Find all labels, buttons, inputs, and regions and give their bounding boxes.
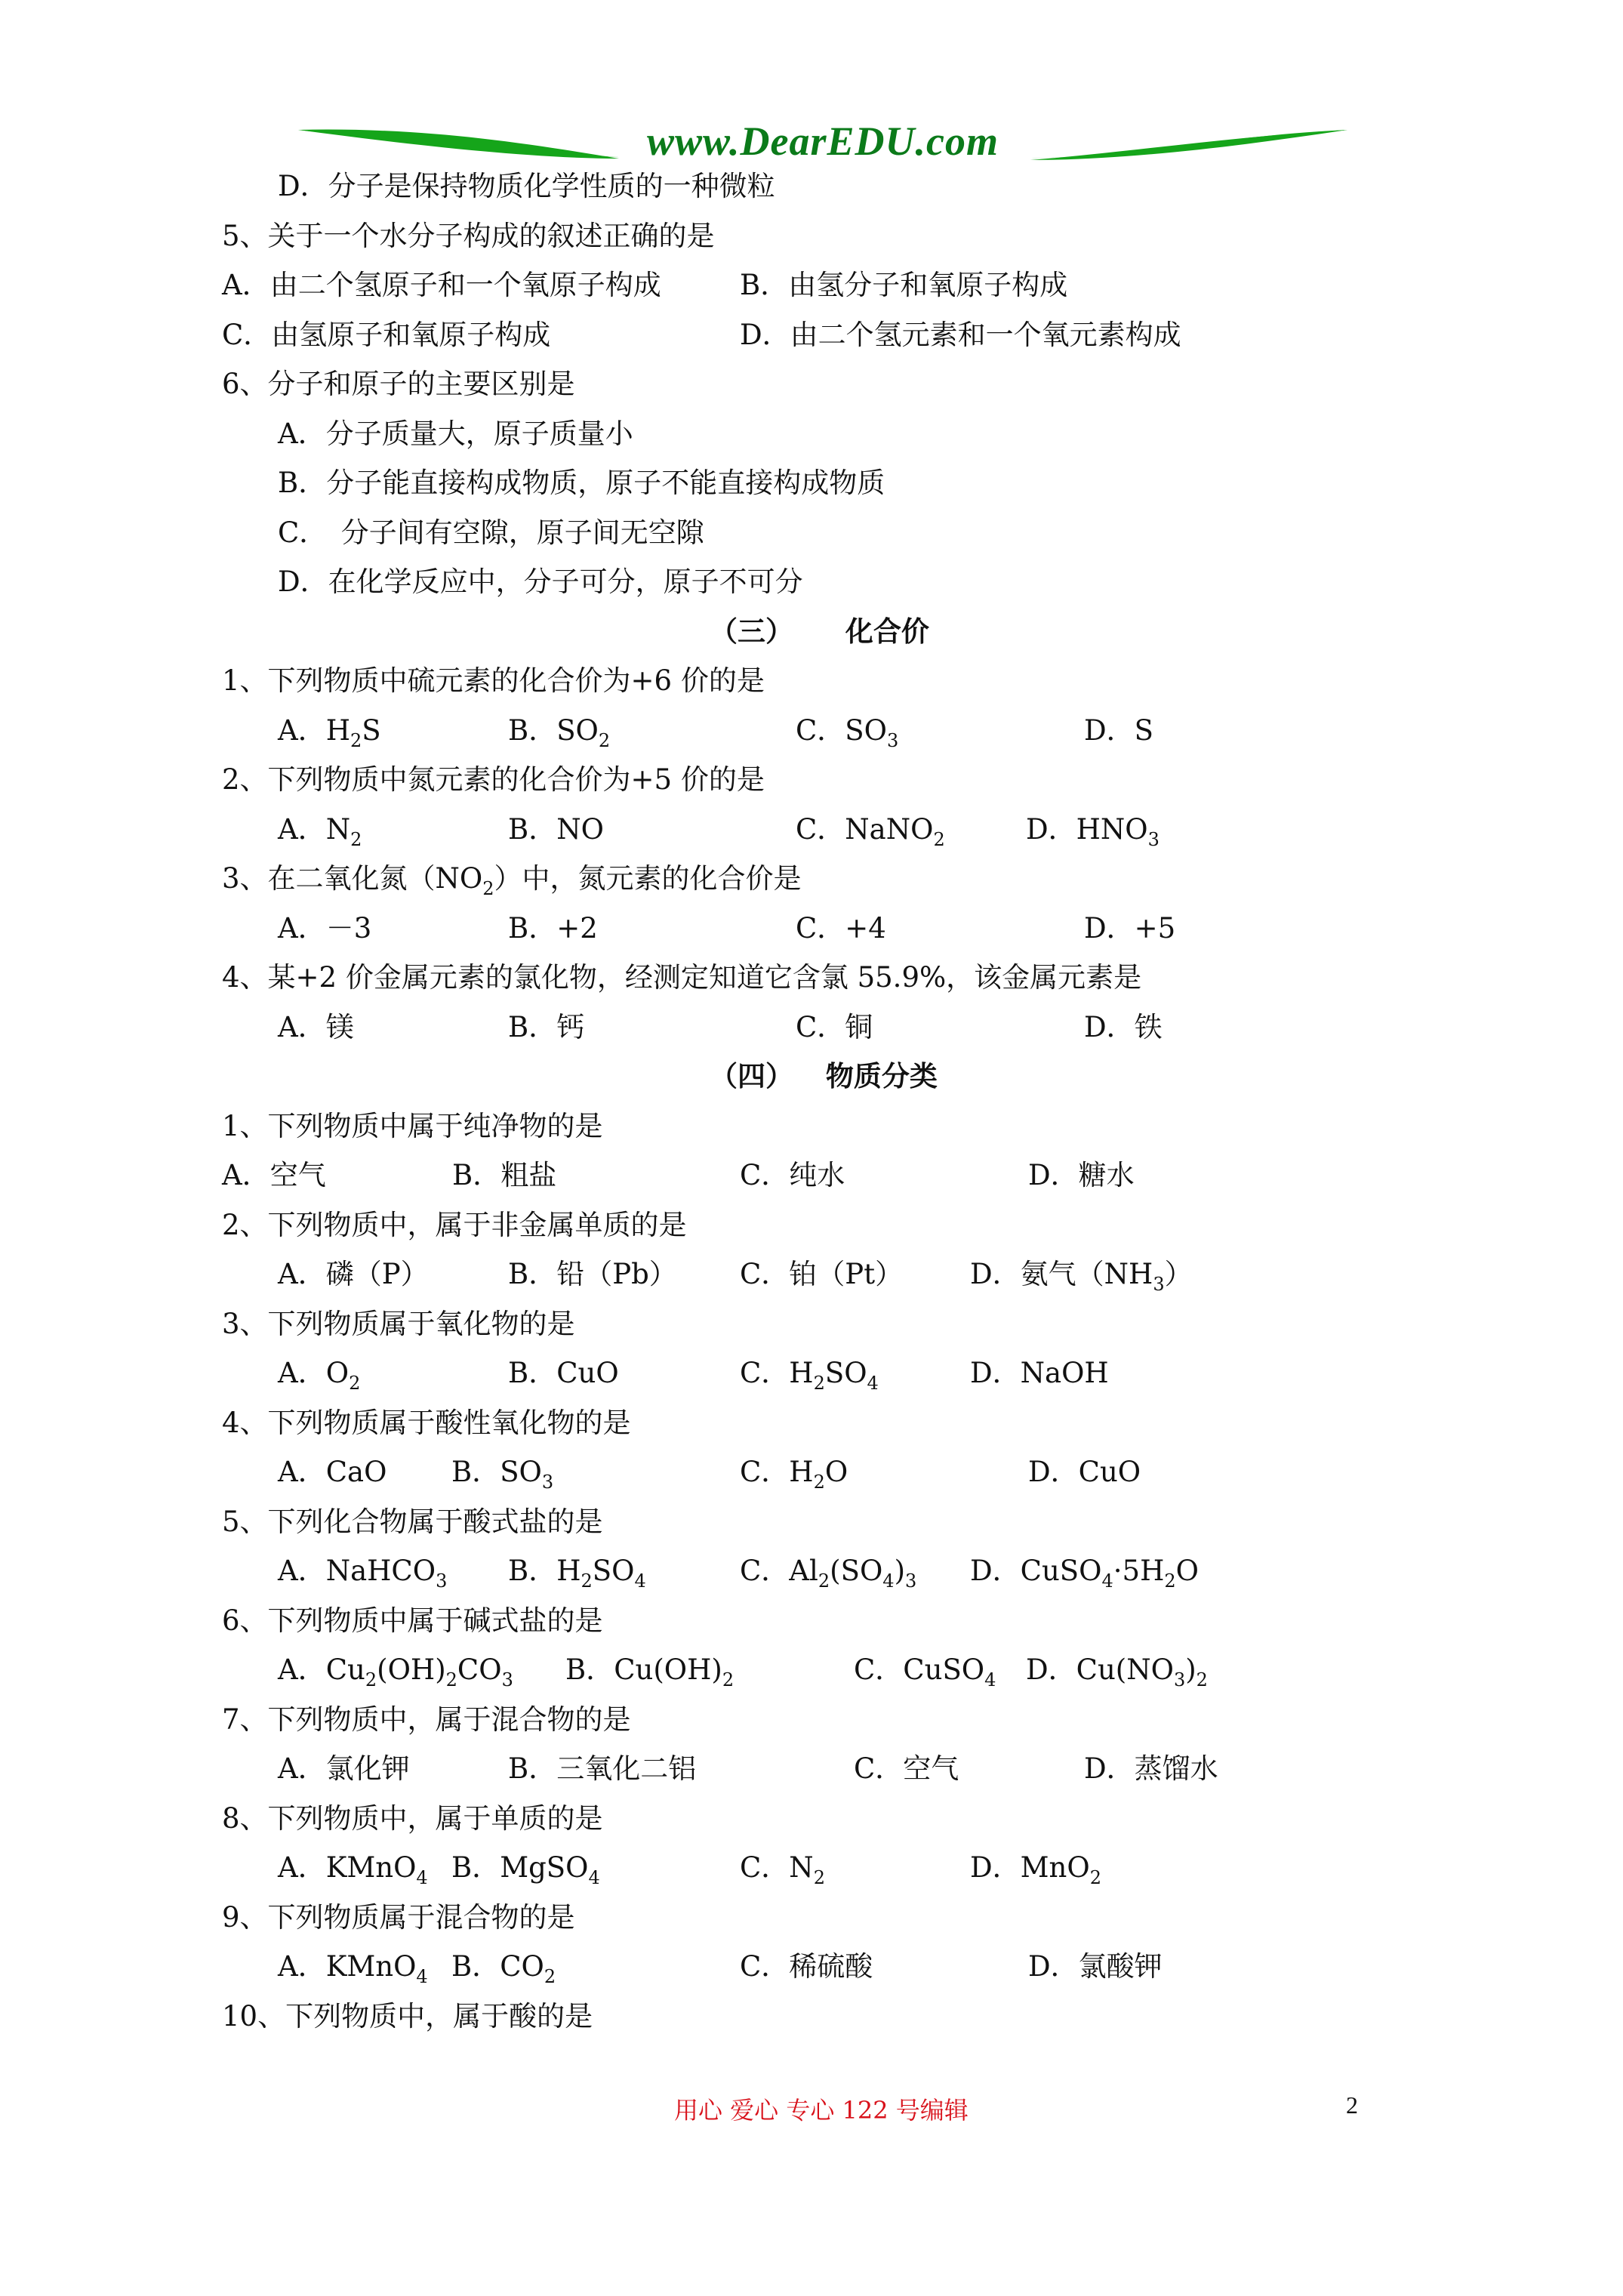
section-4-number: （四）: [710, 1060, 793, 1093]
s3-q4-option-a: A．镁: [278, 1011, 354, 1043]
s3-q2-stem: 2、下列物质中氮元素的化合价为+5 价的是: [222, 763, 765, 796]
s2-q6-option-b: B．分子能直接构成物质，原子不能直接构成物质: [278, 467, 885, 499]
s3-q2-option-b: B．NO: [508, 813, 604, 846]
s4-q6-option-b: B．$Cu(OH)_2$: [565, 1653, 735, 1690]
s4-q9-option-c: C．稀硫酸: [740, 1950, 873, 1983]
s4-q10-stem: 10、下列物质中，属于酸的是: [222, 2000, 593, 2032]
logo-text: www.DearEDU.com: [646, 119, 999, 164]
section-4-title: 物质分类: [825, 1060, 938, 1093]
s4-q1-stem: 1、下列物质中属于纯净物的是: [222, 1110, 603, 1142]
s2-q4-option-d: D．分子是保持物质化学性质的一种微粒: [278, 170, 775, 202]
s4-q9-option-b: B．$CO_2$: [451, 1950, 556, 1987]
s3-q2-option-d: D．$HNO_3$: [1026, 813, 1160, 850]
s4-q9-option-d: D．氯酸钾: [1028, 1950, 1163, 1983]
s4-q2-option-d: D．氨气$(NH_3)$: [970, 1258, 1193, 1295]
s2-q6-option-d: D．在化学反应中，分子可分，原子不可分: [278, 566, 803, 598]
s3-q3-option-a: A．－3: [278, 912, 372, 945]
s4-q5-stem: 5、下列化合物属于酸式盐的是: [222, 1505, 603, 1538]
s4-q6-option-c: C．CuSO$_4$: [854, 1653, 996, 1690]
s4-q8-option-c: C．$N_2$: [740, 1851, 825, 1888]
s3-q1-option-a: A．$H_2S$: [278, 714, 381, 751]
s4-q2-option-c: C．铂（Pt）: [740, 1258, 904, 1290]
s4-q8-option-d: D．MnO$_2$: [970, 1851, 1101, 1888]
section-3-heading: [710, 615, 929, 649]
section-4-heading: [710, 1059, 938, 1094]
s4-q1-option-a: A．空气: [222, 1159, 326, 1191]
s3-q1-option-b: B．$SO_2$: [508, 714, 611, 751]
s2-q5-option-b: B．由氢分子和氧原子构成: [740, 269, 1068, 301]
s4-q8-option-a: A．KMnO$_4$: [278, 1851, 428, 1888]
s2-q5-option-c: C．由氢原子和氧原子构成: [222, 319, 551, 351]
s4-q1-option-c: C．纯水: [740, 1159, 845, 1191]
s4-q3-option-d: D．NaOH: [970, 1357, 1109, 1389]
s4-q6-option-d: D．$Cu(NO_3)_2$: [1026, 1653, 1208, 1690]
section-3-title: 化合价: [845, 615, 929, 648]
s2-q5-option-d: D．由二个氢元素和一个氧元素构成: [740, 319, 1181, 351]
s3-q1-option-c: C．$SO_3$: [796, 714, 899, 751]
s2-q5-stem: 5、关于一个水分子构成的叙述正确的是: [222, 220, 715, 252]
s4-q7-option-c: C．空气: [854, 1752, 959, 1785]
s3-q2-option-c: C．NaNO$_2$: [796, 813, 945, 850]
s4-q4-option-a: A．CaO: [278, 1456, 387, 1488]
s4-q4-option-d: D．CuO: [1028, 1456, 1141, 1488]
s4-q4-stem: 4、下列物质属于酸性氧化物的是: [222, 1407, 631, 1439]
footer-text: 用心 爱心 专心 122 号编辑: [674, 2096, 969, 2125]
s4-q9-option-a: A．KMnO$_4$: [278, 1950, 428, 1987]
s3-q4-option-b: B．钙: [508, 1011, 585, 1043]
s3-q3-option-d: D．+5: [1084, 912, 1176, 945]
s4-q3-option-c: C．$H_2SO_4$: [740, 1357, 879, 1394]
s4-q4-option-b: B．$SO_3$: [451, 1456, 554, 1493]
s4-q1-option-d: D．糖水: [1028, 1159, 1135, 1191]
s3-q2-option-a: A．$N_2$: [278, 813, 362, 850]
s2-q6-stem: 6、分子和原子的主要区别是: [222, 368, 575, 400]
s4-q5-option-b: B．$H_2SO_4$: [508, 1555, 646, 1592]
s3-q3-option-c: C．+4: [796, 912, 886, 945]
s3-q1-stem: 1、下列物质中硫元素的化合价为+6 价的是: [222, 664, 765, 697]
s4-q4-option-c: C．$H_2O$: [740, 1456, 848, 1493]
s4-q5-option-c: C．$Al_2(SO_4)_3$: [740, 1555, 917, 1592]
s3-q3-option-b: B．+2: [508, 912, 598, 945]
site-logo: [294, 113, 1351, 174]
s4-q8-option-b: B．MgSO$_4$: [451, 1851, 600, 1888]
s3-q4-option-c: C．铜: [796, 1011, 873, 1043]
s4-q5-option-a: A．NaHCO$_3$: [278, 1555, 448, 1592]
s4-q2-option-a: A．磷（P）: [278, 1258, 429, 1290]
s2-q6-option-a: A．分子质量大，原子质量小: [278, 418, 633, 450]
s2-q5-option-a: A．由二个氢原子和一个氧原子构成: [222, 269, 661, 301]
s3-q4-stem: 4、某+2 价金属元素的氯化物，经测定知道它含氯 55.9%，该金属元素是: [222, 961, 1142, 994]
s4-q7-option-d: D．蒸馏水: [1084, 1752, 1218, 1785]
s4-q5-option-d: D．$CuSO_4\cdot 5H_2O$: [970, 1555, 1199, 1592]
s4-q7-stem: 7、下列物质中，属于混合物的是: [222, 1703, 631, 1736]
s4-q8-stem: 8、下列物质中，属于单质的是: [222, 1802, 603, 1835]
s4-q9-stem: 9、下列物质属于混合物的是: [222, 1901, 575, 1934]
s3-q1-option-d: D．S: [1084, 714, 1154, 747]
s4-q6-option-a: A．$Cu_2(OH)_2CO_3$: [278, 1653, 513, 1690]
s4-q2-option-b: B．铅（Pb）: [508, 1258, 677, 1290]
page-number: 2: [1346, 2091, 1358, 2119]
s2-q6-option-c: C． 分子间有空隙，原子间无空隙: [278, 516, 704, 549]
s4-q1-option-b: B．粗盐: [452, 1159, 557, 1191]
s4-q7-option-b: B．三氧化二铝: [508, 1752, 697, 1785]
s3-q4-option-d: D．铁: [1084, 1011, 1163, 1043]
s4-q6-stem: 6、下列物质中属于碱式盐的是: [222, 1604, 603, 1637]
s4-q7-option-a: A．氯化钾: [278, 1752, 410, 1785]
s4-q2-stem: 2、下列物质中，属于非金属单质的是: [222, 1209, 687, 1241]
s4-q3-option-a: A．$O_2$: [278, 1357, 361, 1394]
s3-q3-stem: 3、在二氧化氮$(NO_2)$中，氮元素的化合价是: [222, 862, 802, 899]
s4-q3-option-b: B．CuO: [508, 1357, 619, 1389]
section-3-number: （三）: [710, 615, 793, 648]
s4-q3-stem: 3、下列物质属于氧化物的是: [222, 1308, 575, 1340]
